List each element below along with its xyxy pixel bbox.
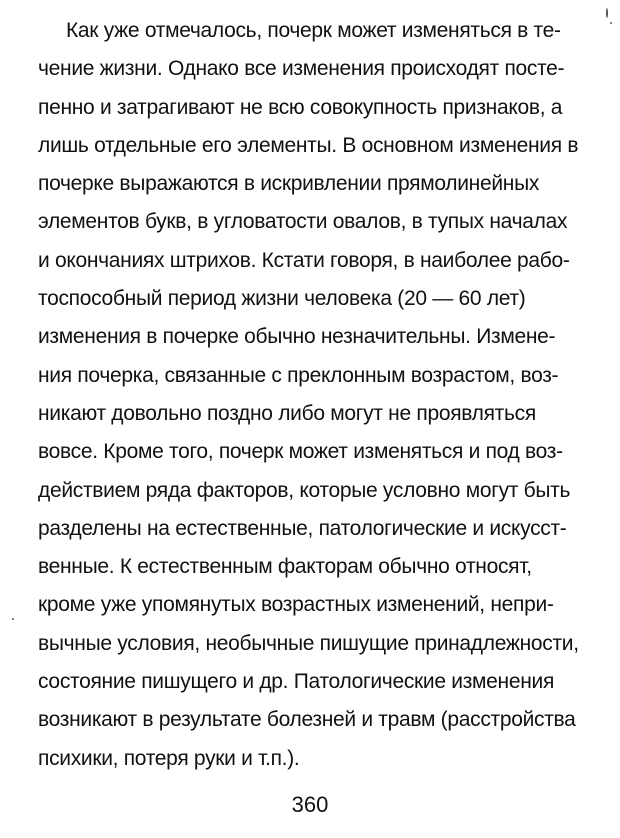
text-line: никают довольно поздно либо могут не проявляться	[38, 401, 536, 425]
text-line: Как уже отмечалось, почерк может изменяться в те-	[66, 19, 561, 42]
text-line: вовсе. Кроме того, почерк может изменяться и под воз-	[38, 440, 563, 464]
text-line: и окончаниях штрихов. Кстати говоря, в наиболее рабо-	[38, 248, 570, 272]
text-line: лишь отдельные его элементы. В основном изменения в	[38, 133, 579, 157]
body-paragraph	[38, 12, 588, 778]
text-line: разделены на естественные, патологические и искусст-	[38, 516, 567, 540]
page-number: 360	[291, 792, 329, 817]
text-line: элементов букв, в угловатости овалов, в тупых началах	[38, 210, 568, 234]
text-line: пенно и затрагивают не всю совокупность признаков, а	[38, 95, 563, 119]
text-line: ния почерка, связанные с преклонным возрастом, воз-	[38, 363, 559, 387]
text-line: возникают в результате болезней и травм (расстройства	[38, 708, 576, 732]
text-line: почерке выражаются в искривлении прямолинейных	[38, 172, 540, 196]
text-line: венные. К естественным факторам обычно относят,	[38, 555, 532, 579]
text-line: кроме уже упомянутых возрастных изменений, непри-	[38, 593, 554, 617]
text-line: тоспособный период жизни человека (20 — 60 лет)	[38, 287, 526, 311]
scan-speck	[610, 22, 612, 24]
text-line: изменения в почерке обычно незначительны. Измене-	[38, 325, 556, 349]
scan-speck	[12, 618, 14, 620]
scan-speck	[606, 8, 608, 18]
text-line: действием ряда факторов, которые условно могут быть	[38, 478, 571, 502]
text-line: вычные условия, необычные пишущие принадлежности,	[38, 631, 579, 655]
text-line: чение жизни. Однако все изменения происходят посте-	[38, 57, 565, 81]
text-line: состояние пишущего и др. Патологические изменения	[38, 670, 555, 694]
text-line: психики, потеря руки и т.п.).	[38, 746, 300, 770]
